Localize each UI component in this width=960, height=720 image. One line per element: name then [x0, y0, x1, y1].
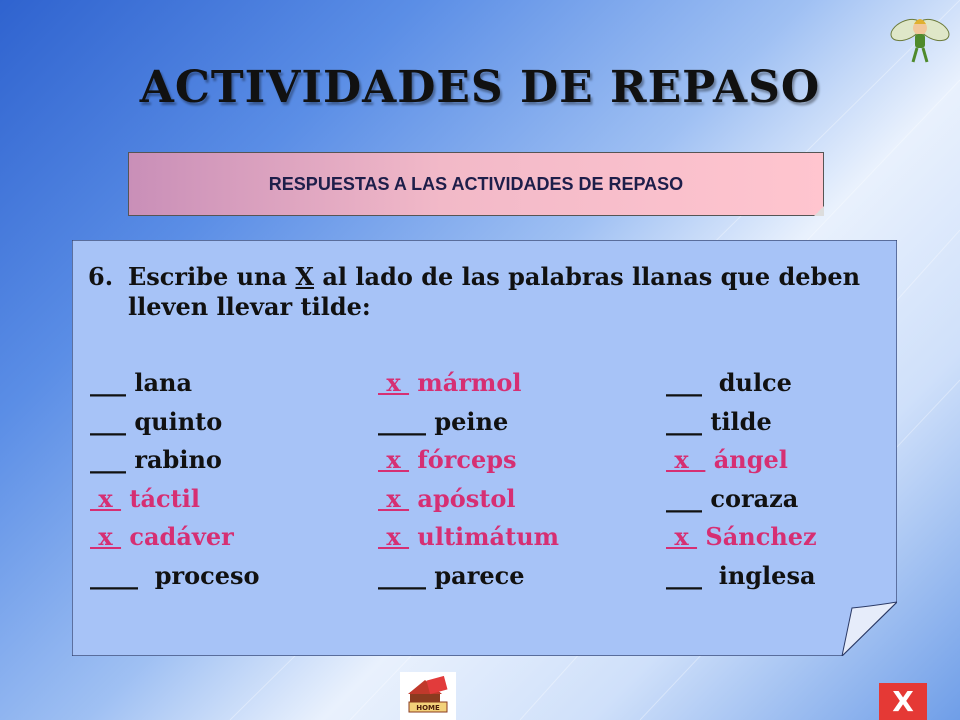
- word-label: quinto: [126, 406, 223, 436]
- word-label: coraza: [702, 483, 799, 513]
- page-title: ACTIVIDADES DE REPASO: [139, 62, 821, 113]
- question-line2: lleven llevar tilde:: [128, 292, 371, 321]
- page-fold: [814, 206, 824, 216]
- word-label: lana: [126, 368, 193, 397]
- home-button[interactable]: [400, 672, 456, 720]
- answer-blank: ___: [90, 445, 126, 474]
- answer-mark: x: [90, 522, 122, 551]
- word-label: rabino: [126, 445, 222, 474]
- word-item: [378, 368, 522, 397]
- word-item: [666, 561, 816, 590]
- word-label: parece: [426, 560, 525, 590]
- answer-mark: x: [90, 483, 122, 513]
- word-label: táctil: [121, 483, 200, 513]
- word-item: [90, 561, 260, 590]
- question-marker: X: [295, 262, 315, 291]
- answer-blank: ___: [666, 406, 702, 436]
- word-item: [378, 522, 559, 551]
- answer-mark: x: [666, 445, 706, 474]
- question-text-part2: al lado de las palabras llanas que deben: [314, 262, 861, 291]
- word-item: [90, 522, 234, 551]
- word-label: apóstol: [409, 483, 516, 513]
- word-item: [666, 407, 772, 436]
- word-label: Sánchez: [697, 522, 817, 551]
- answer-blank: ____: [378, 560, 426, 590]
- answer-mark: x: [378, 522, 410, 551]
- word-label: dulce: [702, 368, 792, 397]
- answer-blank: ___: [90, 406, 126, 436]
- word-item: [90, 368, 192, 397]
- answer-mark: x: [378, 483, 410, 513]
- answer-blank: ___: [666, 483, 702, 513]
- answer-blank: ____: [90, 560, 138, 590]
- word-label: tilde: [702, 406, 772, 436]
- word-label: ángel: [705, 445, 788, 474]
- answer-blank: ___: [90, 368, 126, 397]
- fairy-icon: [884, 8, 954, 68]
- word-item: [666, 522, 817, 551]
- word-label: fórceps: [409, 445, 517, 474]
- word-label: ultimátum: [409, 522, 560, 551]
- answer-mark: x: [666, 522, 698, 551]
- word-item: [666, 368, 792, 397]
- answer-blank: ___: [666, 560, 702, 590]
- question-number: 6.: [88, 262, 114, 291]
- word-label: mármol: [409, 368, 522, 397]
- word-item: [666, 484, 798, 513]
- answers-button[interactable]: [128, 152, 824, 216]
- word-item: [378, 484, 515, 513]
- question-text: [88, 262, 888, 322]
- home-icon: [406, 676, 450, 716]
- close-button[interactable]: X: [879, 683, 927, 720]
- word-item: [90, 407, 222, 436]
- answers-button-label: RESPUESTAS A LAS ACTIVIDADES DE REPASO: [268, 173, 684, 194]
- word-item: [378, 445, 517, 474]
- word-item: [378, 561, 524, 590]
- answer-mark: x: [378, 368, 410, 397]
- word-item: [666, 445, 788, 474]
- word-item: [90, 484, 200, 513]
- word-label: cadáver: [121, 522, 234, 551]
- home-label: HOME: [416, 704, 440, 712]
- word-label: peine: [426, 406, 509, 436]
- word-item: [378, 407, 508, 436]
- word-label: proceso: [138, 560, 260, 590]
- word-label: inglesa: [702, 560, 816, 590]
- answer-mark: x: [378, 445, 410, 474]
- answer-blank: ____: [378, 406, 426, 436]
- answer-blank: ___: [666, 368, 702, 397]
- question-text-part1: Escribe una: [128, 262, 296, 291]
- word-item: [90, 445, 222, 474]
